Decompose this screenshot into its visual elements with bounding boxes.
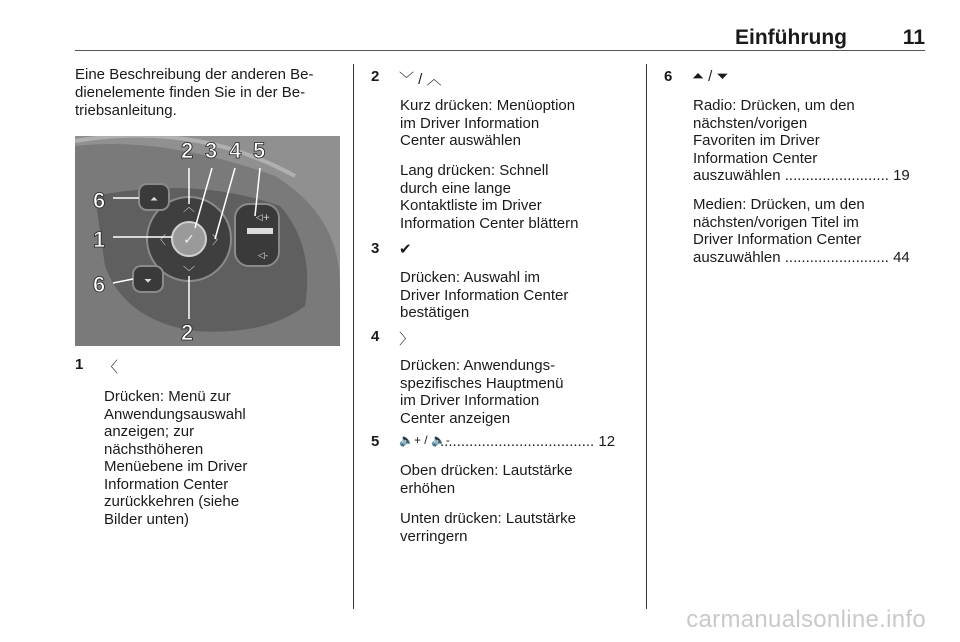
item-5-number: 5: [371, 433, 380, 450]
svg-text:⏷: ⏷: [144, 276, 152, 287]
item-3-number: 3: [371, 240, 380, 257]
svg-text:﹀: ﹀: [182, 265, 196, 279]
check-icon: ✔: [399, 241, 412, 258]
callout-5: 5: [253, 138, 266, 163]
favorite-next-prev-icon: ⏶ / ⏷: [692, 68, 729, 85]
callout-6-bottom: 6: [93, 272, 106, 297]
item-2-number: 2: [371, 68, 380, 85]
page-title: Einführung: [735, 26, 847, 49]
svg-text:◁+: ◁+: [255, 213, 271, 223]
item-1-text: Drücken: Menü zur Anwendungsauswahl anzeigen; zur nächsthöheren Menüebene im Driver Information Center zurückkehren (siehe Bilder unten): [104, 388, 248, 528]
callout-3: 3: [205, 138, 218, 163]
callout-4: 4: [229, 138, 242, 163]
svg-text:⏶: ⏶: [150, 194, 158, 205]
header-rule: [75, 50, 925, 51]
item-5-text-down: Unten drücken: Lautstärke verringern: [400, 510, 576, 545]
intro-text: Eine Beschreibung der anderen Be- dienelemente finden Sie in der Be- triebsanleitung.: [75, 66, 314, 119]
item-4-text: Drücken: Anwendungs- spezifisches Hauptmenü im Driver Information Center anzeigen: [400, 357, 564, 427]
item-5-text-up: Oben drücken: Lautstärke erhöhen: [400, 462, 573, 497]
item-6-radio-page-ref: auszuwählen ......................... 19: [693, 167, 910, 184]
callout-1: 1: [93, 227, 106, 252]
item-3-text: Drücken: Auswahl im Driver Information Center bestätigen: [400, 269, 569, 321]
chevron-left-icon: 〈: [103, 359, 119, 376]
item-6-media-page-ref: auszuwählen ......................... 44: [693, 249, 910, 266]
item-6-media-text: Medien: Drücken, um den nächsten/vorigen Titel im Driver Information Center: [693, 196, 865, 248]
item-2-text-long: Lang drücken: Schnell durch eine lange Kontaktliste im Driver Information Center blättern: [400, 162, 579, 232]
item-1-number: 1: [75, 356, 84, 373]
item-2-text-short: Kurz drücken: Menüoption im Driver Information Center auswählen: [400, 97, 576, 149]
column-divider-2: [646, 64, 647, 609]
item-6-radio-text: Radio: Drücken, um den nächsten/vorigen Favoriten im Driver Information Center: [693, 97, 855, 167]
callout-6-top: 6: [93, 188, 106, 213]
svg-text:✓: ✓: [183, 232, 195, 248]
item-6-number: 6: [664, 68, 673, 85]
chevron-right-icon: 〉: [399, 331, 415, 348]
svg-text:︿: ︿: [182, 200, 196, 214]
svg-text:◁-: ◁-: [257, 251, 269, 261]
steering-wheel-controls-figure: [75, 136, 340, 346]
svg-text:〈: 〈: [153, 233, 167, 247]
page-number: 11: [902, 26, 925, 49]
page-header: [75, 22, 925, 50]
callout-2-bottom: 2: [181, 320, 194, 345]
watermark: carmanualsonline.info: [686, 606, 926, 633]
item-4-number: 4: [371, 328, 380, 345]
chevron-down-up-icon: ﹀ / ︿: [399, 71, 442, 88]
callout-2-top: 2: [181, 138, 194, 163]
item-5-page-ref: ..................................... 12: [440, 433, 616, 450]
column-divider-1: [353, 64, 354, 609]
svg-text:〉: 〉: [211, 233, 225, 247]
volume-icon: 🔈+ / 🔈-: [399, 433, 450, 447]
